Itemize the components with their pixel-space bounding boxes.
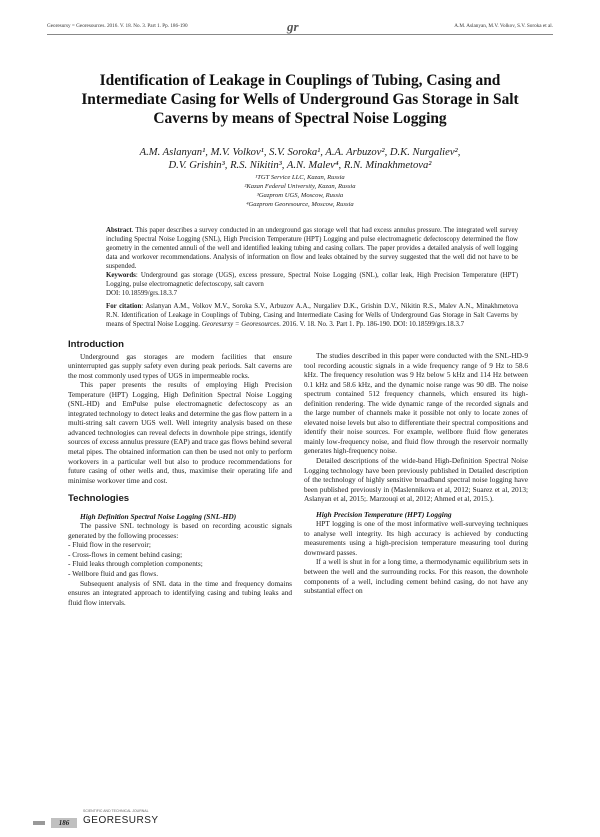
right-paragraph-4: If a well is shut in for a long time, a thermodynamic equilibrium sets in between the well and the surrounding rocks. For this reason, the downhole components of a well, including cement behind casing, do not have any substantial effect on: [304, 557, 528, 596]
right-column: [304, 351, 528, 596]
page-number: 186: [51, 818, 77, 828]
header-divider: [47, 34, 553, 35]
footer-tagline: SCIENTIFIC AND TECHNICAL JOURNAL: [83, 809, 149, 813]
snl-paragraph-1: The passive SNL technology is based on recording acoustic signals generated by the following processes:: [68, 521, 292, 540]
keywords-paragraph: [106, 271, 518, 289]
left-column: [68, 340, 292, 607]
intro-paragraph-2: This paper presents the results of employing High Precision Temperature (HPT) Logging, High Definition Spectral Noise Logging (SNL-HD) and EmPulse pulse electromagnetic defectoscopy as an integrated technology to detect leaks and determine the gas flow pattern in a multi-string salt cavern UGS well. Well integrity analysis based on these advanced technologies can reveal defects in downhole pipe strings, identify sources of excess annulus pressure (EAP) and trace gas flows behind several metal pipes. The obtained information can then be used not only to perform workovers in a particular well but also to produce recommendations for future casing of other wells and, thus, maximise their operating life and minimise workover time and cost.: [68, 380, 292, 485]
citation-tail: . 2016. V. 18. No. 3. Part 1. Pp. 186-190. DOI: 10.18599/grs.18.3.7: [279, 321, 465, 328]
journal-logo: gr: [287, 19, 299, 34]
abstract-block: [106, 226, 518, 298]
introduction-heading: Introduction: [68, 339, 124, 350]
footer-brand: GEORESURSY: [83, 815, 159, 826]
list-item: - Fluid flow in the reservoir;: [68, 540, 151, 550]
authors-line-1: A.M. Aslanyan¹, M.V. Volkov¹, S.V. Soroka¹, A.A. Arbuzov², D.K. Nurgaliev²,: [139, 147, 461, 158]
right-paragraph-2: Detailed descriptions of the wide-band High-Definition Spectral Noise Logging technology have been previously published in Detailed description of the technology of highly sensitive broadband spectral noise logging have been published previously in (Maslennikova et al, 2012; Suarez et al, 2013; Aslanyan et al, 2015;. Marzouqi et al, 2012; Ahmed et al, 2015.).: [304, 456, 528, 504]
affiliation: ⁴Gazprom Georesource, Moscow, Russia: [246, 201, 354, 208]
header-authors: A.M. Aslanyan, M.V. Volkov, S.V. Soroka et al.: [454, 23, 553, 29]
snl-heading: High Definition Spectral Noise Logging (SNL-HD): [80, 511, 237, 521]
intro-paragraph-1: Underground gas storages are modern facilities that ensure uninterrupted gas supply safety even during peak periods. Salt caverns are the most commonly used types of UGS in impermeable rocks.: [68, 351, 292, 380]
list-item: - Cross-flows in cement behind casing;: [68, 549, 183, 559]
snl-paragraph-2: Subsequent analysis of SNL data in the time and frequency domains ensures an integrated approach to identifying casing and tubing leaks and fluid flow intervals.: [68, 578, 292, 607]
right-paragraph-1: The studies described in this paper were conducted with the SNL-HD-9 tool recording acoustic signals in a wide frequency range of 9 Hz to 58.6 kHz. The frequency resolution was 9 Hz below 5 kHz and 114 Hz between 0.1 kHz and 58.6 kHz, and the dynamic noise range was 90 dB. The noise spectrum contained 512 frequency channels, which ensured its high-definition rendering. The wide dynamic range of the recorded signals and the large number of channels make it possible not only to locate zones of elevated noise levels but also to differentiate their spectral compositions and identify their noise sources. For example, wellbore fluid flow generates mainly low-frequency noise, and fluid flow through the reservoir normally generates high-frequency noise.: [304, 351, 528, 456]
keywords-label: Keywords: [106, 272, 136, 279]
abstract-label: Abstract: [106, 227, 132, 234]
list-item: - Fluid leaks through completion components;: [68, 559, 203, 569]
affiliation: ²Kazan Federal University, Kazan, Russia: [244, 183, 356, 190]
technologies-heading: Technologies: [68, 493, 130, 505]
citation-block: [106, 302, 518, 329]
affiliation: ³Gazprom UGS, Moscow, Russia: [256, 192, 344, 199]
author-list: [70, 146, 530, 172]
affiliation: ¹TGT Service LLC, Kazan, Russia: [255, 174, 345, 181]
doi: DOI: 10.18599/grs.18.3.7: [106, 290, 178, 297]
abstract-paragraph: [106, 226, 518, 271]
citation-paragraph: [106, 302, 518, 329]
authors-line-2: D.V. Grishin³, R.S. Nikitin³, A.N. Malev⁴, R.N. Minakhmetova²: [168, 160, 432, 171]
citation-label: For citation: [106, 303, 142, 310]
paper-title: Identification of Leakage in Couplings of Tubing, Casing and Intermediate Casing for Wells of Underground Gas Storage in Salt Caverns by means of Spectral Noise Logging: [81, 72, 519, 127]
running-header: [0, 0, 600, 50]
right-paragraph-3: HPT logging is one of the most informative well-surveying techniques to analyse well integrity. Its high accuracy is achieved by conducting measurements using a high-precision temperature measuring tool during downward passes.: [304, 519, 528, 557]
hpt-heading: High Precision Temperature (HPT) Logging: [316, 509, 452, 519]
page-footer: [33, 809, 193, 829]
citation-journal: Georesursy = Georesources: [201, 321, 280, 328]
list-item: - Wellbore fluid and gas flows.: [68, 569, 159, 579]
citation-text: : Aslanyan A.M., Volkov M.V., Soroka S.V., Arbuzov A.A., Nurgaliev D.K., Grishin D.V., Nikitin R.S., Malev A.N., Minakhmetova R.N. Identification of Leakage in Couplings of Tubing, Casing and Intermediate Casing for Wells of Underground Gas Storage in Salt Caverns by means of Spectral Noise Logging.: [106, 303, 519, 328]
affiliations: [150, 173, 450, 209]
keywords-text: : Underground gas storage (UGS), excess pressure, Spectral Noise Logging (SNL), collar leak, High Precision Temperature (HPT) Logging, pulse electromagnetic defectoscopy, salt cavern: [106, 272, 518, 288]
abstract-text: . This paper describes a survey conducted in an underground gas storage well that had excess annulus pressure. The integrated well survey including Spectral Noise Logging (SNL), High Precision Temperature (HPT) Logging and pulse electromagnetic defectoscopy determined the flow geometry in the cemented annuli of the well and identified leaking tubing and casing collars. The paper provides a detailed analysis of well logging data and workover recommendations. Analysis of information on flow and leaks obtained by the survey suggested that the well did not have to be suspended.: [106, 227, 518, 270]
header-citation: Georesursy = Georesources. 2016. V. 18. No. 3. Part 1. Pp. 186-190: [47, 23, 188, 29]
footer-bar: [33, 821, 45, 825]
